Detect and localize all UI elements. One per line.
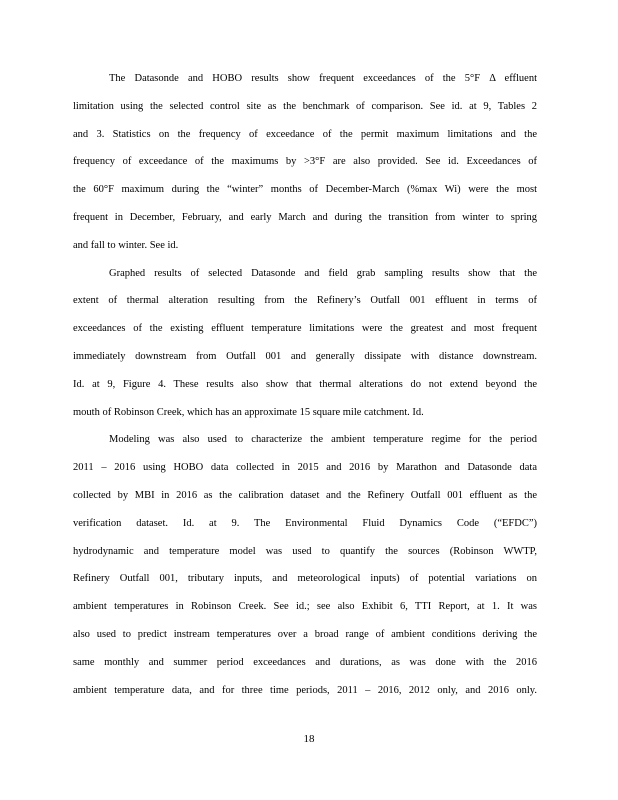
text-line: frequency of exceedance of the maximums by >3°F are also provided. See id. Exceedances of [73, 156, 537, 168]
text-line: hydrodynamic and temperature model was used to quantify the sources (Robinson WWTP, [73, 545, 537, 557]
text-line: frequent in December, February, and early March and during the transition from winter to spring [73, 211, 537, 223]
body-text [73, 69, 537, 708]
page-number: 18 [303, 733, 315, 745]
text-line: verification dataset. Id. at 9. The Environmental Fluid Dynamics Code (“EFDC”) [73, 517, 537, 529]
text-line: the 60°F maximum during the “winter” months of December-March (%max Wi) were the most [73, 184, 537, 196]
text-line: Modeling was also used to characterize the ambient temperature regime for the period [109, 434, 537, 446]
text-line: extent of thermal alteration resulting from the Refinery’s Outfall 001 effluent in terms of [73, 295, 537, 307]
text-line: collected by MBI in 2016 as the calibration dataset and the Refinery Outfall 001 effluent as the [73, 489, 537, 501]
text-line: ambient temperatures in Robinson Creek. See id.; see also Exhibit 6, TTI Report, at 1. It was [73, 601, 537, 613]
paragraph-3 [73, 430, 537, 708]
paragraph-2 [73, 264, 537, 431]
text-line: Id. at 9, Figure 4. These results also show that thermal alterations do not extend beyond the [73, 378, 537, 390]
text-line: same monthly and summer period exceedances and durations, as was done with the 2016 [73, 656, 537, 668]
text-line: 2011 – 2016 using HOBO data collected in 2015 and 2016 by Marathon and Datasonde data [73, 462, 537, 474]
text-line: exceedances of the existing effluent temperature limitations were the greatest and most frequent [73, 323, 537, 335]
text-line: Graphed results of selected Datasonde and field grab sampling results show that the [109, 267, 537, 279]
text-line: and fall to winter. See id. [73, 239, 179, 251]
text-line: also used to predict instream temperatures over a broad range of ambient conditions deriving the [73, 628, 537, 640]
text-line: immediately downstream from Outfall 001 and generally dissipate with distance downstream. [73, 350, 537, 362]
text-line: and 3. Statistics on the frequency of exceedance of the permit maximum limitations and the [73, 128, 537, 140]
text-line: ambient temperature data, and for three time periods, 2011 – 2016, 2012 only, and 2016 only. [73, 684, 537, 696]
text-line: Refinery Outfall 001, tributary inputs, and meteorological inputs) of potential variations on [73, 573, 537, 585]
text-line: limitation using the selected control site as the benchmark of comparison. See id. at 9, Tables 2 [73, 100, 537, 112]
paragraph-1 [73, 69, 537, 264]
text-line: The Datasonde and HOBO results show frequent exceedances of the 5°F Δ effluent [109, 73, 537, 84]
text-line: mouth of Robinson Creek, which has an approximate 15 square mile catchment. Id. [73, 406, 424, 418]
